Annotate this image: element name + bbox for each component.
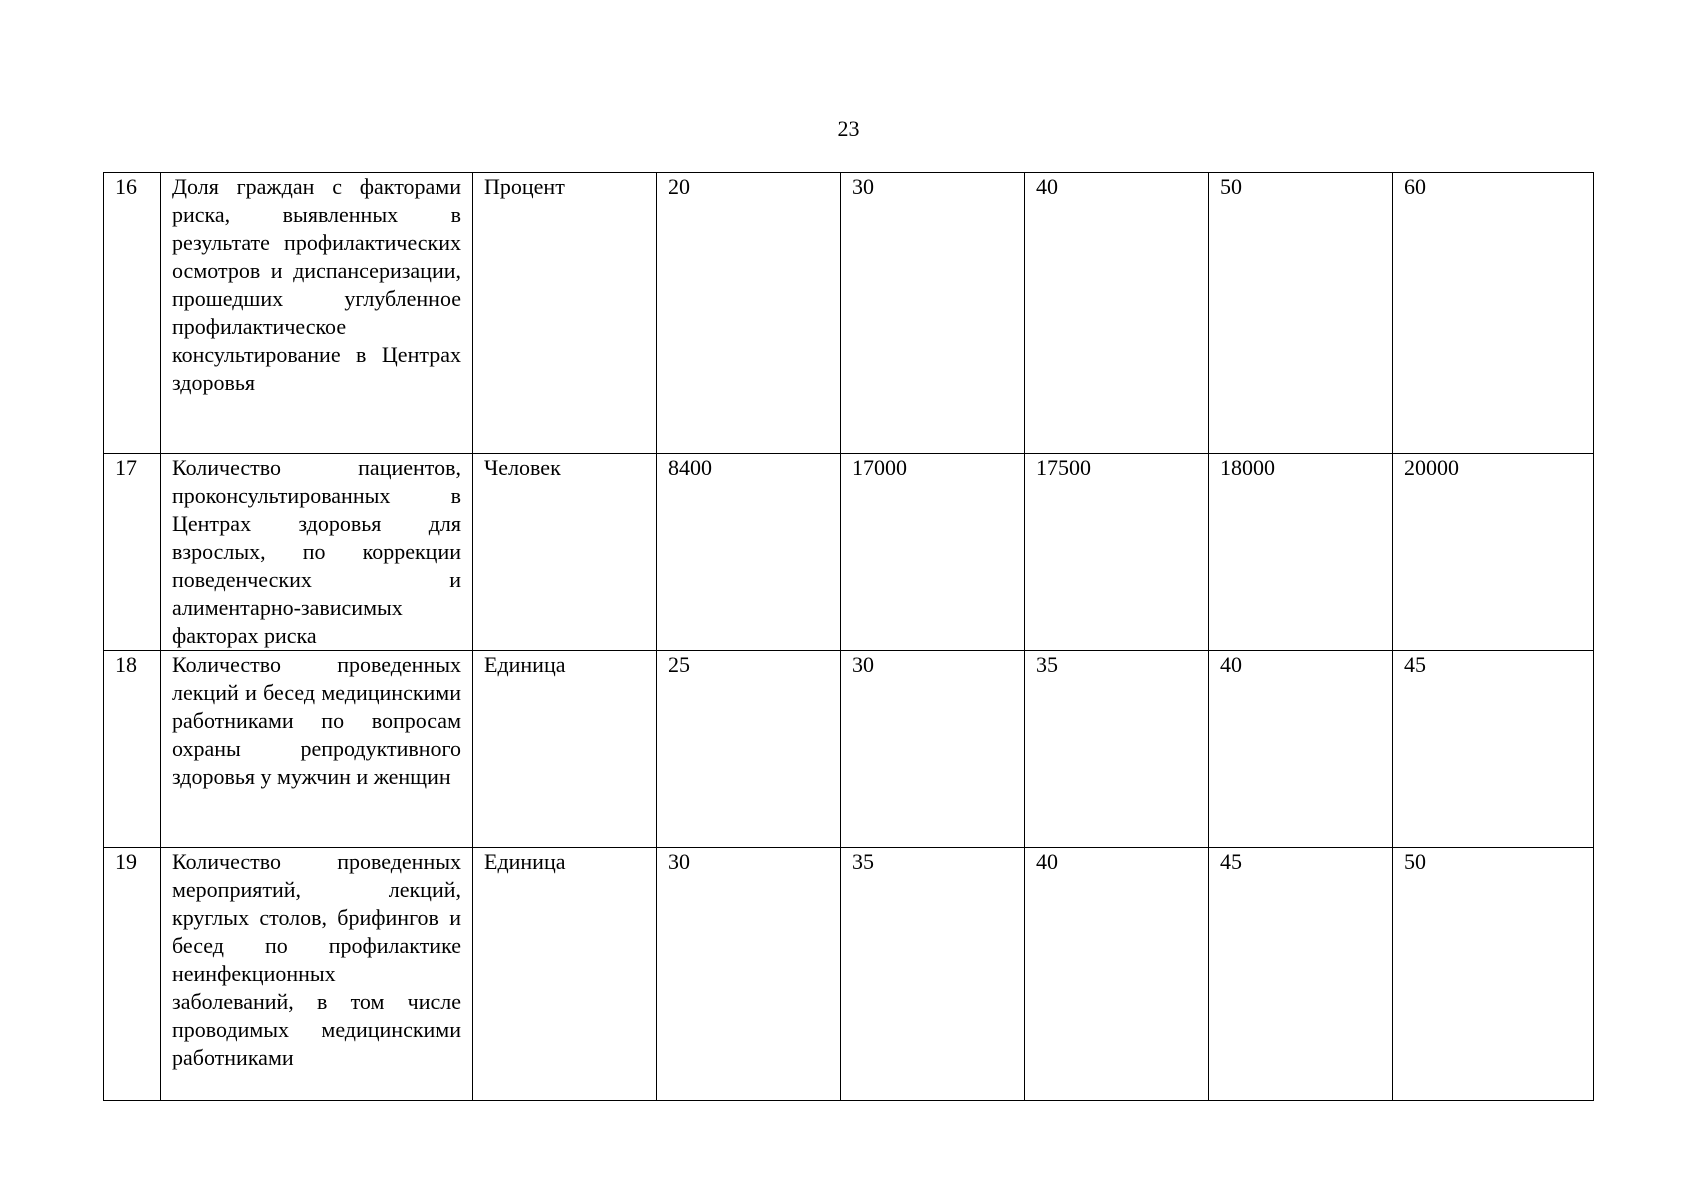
- value-cell: 18000: [1209, 454, 1393, 651]
- value-cell: 45: [1393, 651, 1594, 848]
- unit-of-measure: Единица: [473, 848, 657, 1101]
- unit-of-measure: Человек: [473, 454, 657, 651]
- value-cell: 40: [1025, 848, 1209, 1101]
- row-number: 17: [104, 454, 161, 651]
- page-number: 23: [837, 116, 860, 141]
- value-cell: 35: [1025, 651, 1209, 848]
- value-cell: 17500: [1025, 454, 1209, 651]
- table-row: [104, 454, 1594, 651]
- indicator-description: Количество проведенных мероприятий, лекций, круглых столов, брифингов и бесед по профилактике неинфекционных заболеваний, в том числе проводимых медицинскими работниками: [161, 848, 473, 1101]
- value-cell: 45: [1209, 848, 1393, 1101]
- value-cell: 25: [657, 651, 841, 848]
- value-cell: 40: [1025, 173, 1209, 454]
- indicator-description: Количество пациентов, проконсультированных в Центрах здоровья для взрослых, по коррекции поведенческих и алиментарно-зависимых факторах риска: [161, 454, 473, 651]
- indicators-table: [103, 172, 1594, 1101]
- value-cell: 60: [1393, 173, 1594, 454]
- value-cell: 40: [1209, 651, 1393, 848]
- unit-of-measure: Единица: [473, 651, 657, 848]
- table-row: [104, 848, 1594, 1101]
- value-cell: 30: [841, 651, 1025, 848]
- row-number: 19: [104, 848, 161, 1101]
- value-cell: 20: [657, 173, 841, 454]
- row-number: 18: [104, 651, 161, 848]
- value-cell: 50: [1393, 848, 1594, 1101]
- value-cell: 20000: [1393, 454, 1594, 651]
- indicator-description: Количество проведенных лекций и бесед медицинскими работниками по вопросам охраны репродуктивного здоровья у мужчин и женщин: [161, 651, 473, 848]
- table-row: [104, 173, 1594, 454]
- value-cell: 30: [657, 848, 841, 1101]
- value-cell: 17000: [841, 454, 1025, 651]
- value-cell: 50: [1209, 173, 1393, 454]
- unit-of-measure: Процент: [473, 173, 657, 454]
- value-cell: 8400: [657, 454, 841, 651]
- table-row: [104, 651, 1594, 848]
- indicator-description: Доля граждан с факторами риска, выявленных в результате профилактических осмотров и диспансеризации, прошедших углубленное профилактическое консультирование в Центрах здоровья: [161, 173, 473, 454]
- value-cell: 35: [841, 848, 1025, 1101]
- row-number: 16: [104, 173, 161, 454]
- value-cell: 30: [841, 173, 1025, 454]
